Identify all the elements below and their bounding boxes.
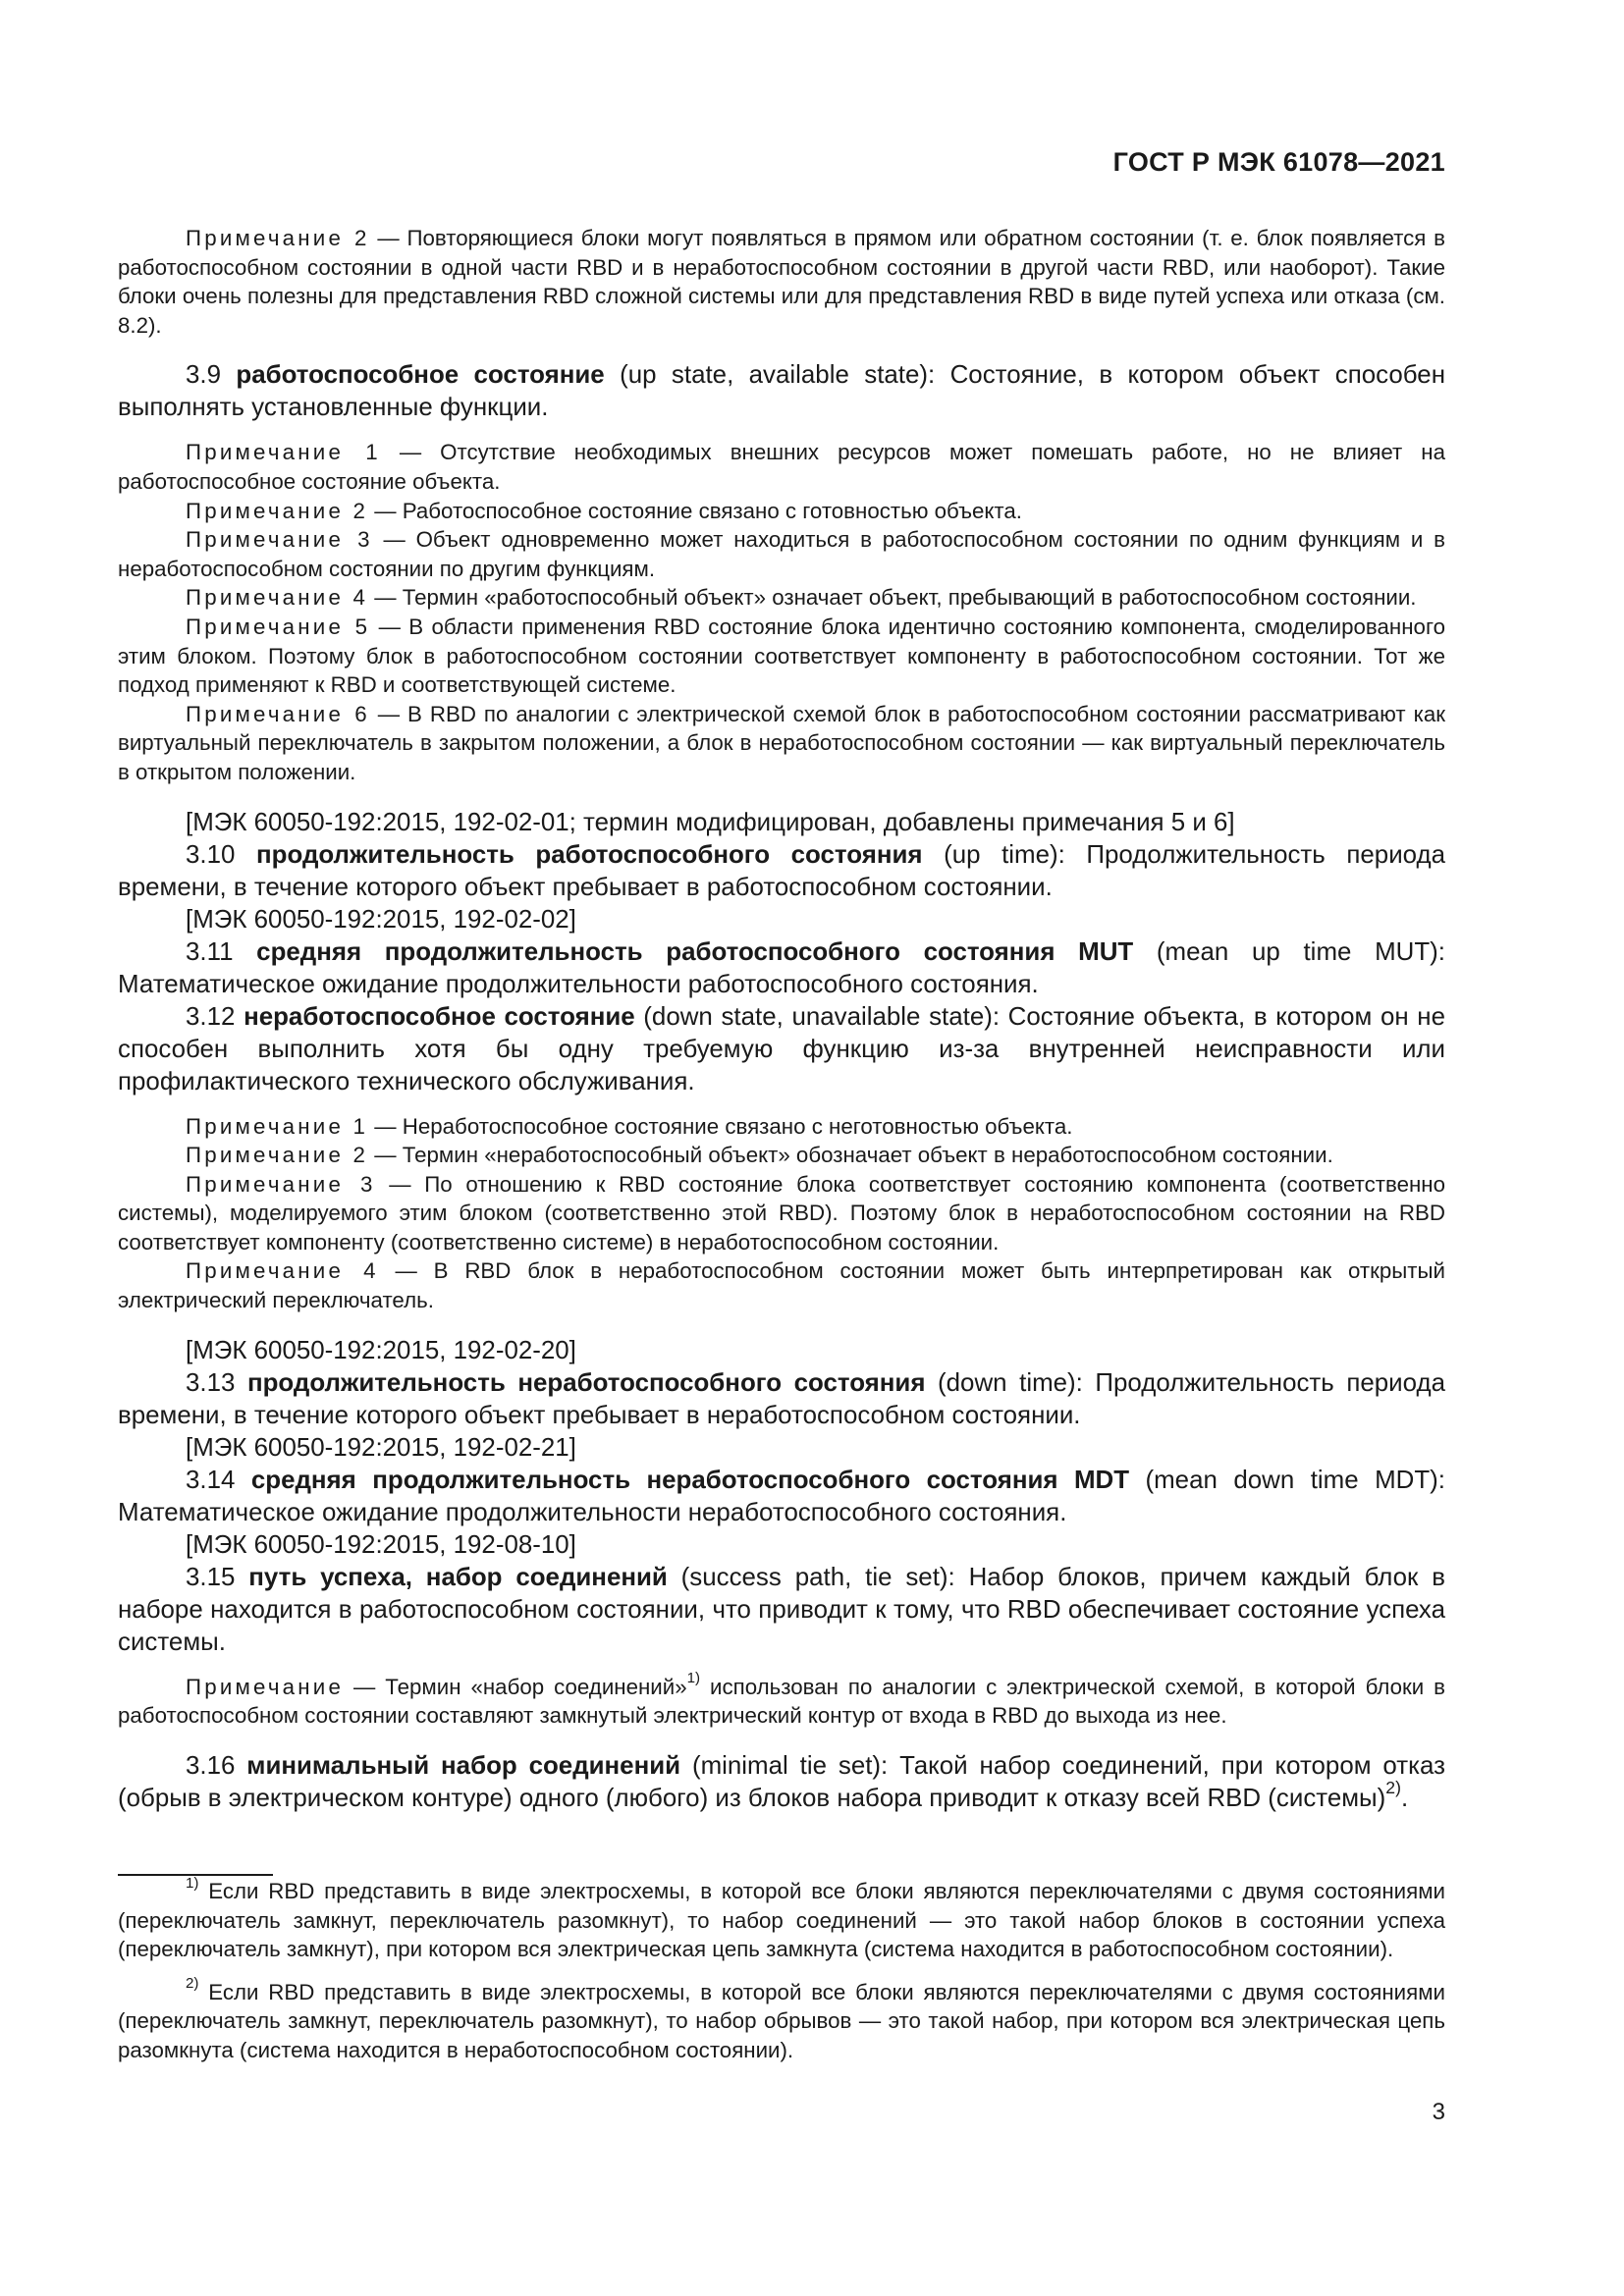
footnote-mark: 1) [186, 1874, 199, 1892]
source-reference: [МЭК 60050-192:2015, 192-02-01; термин модифицирован, добавлены примечания 5 и 6] [186, 808, 1235, 836]
note-text: — Термин «неработоспособный объект» обозначает объект в неработоспособном состоянии. [368, 1143, 1333, 1168]
term-title: работоспособное состояние [236, 361, 605, 390]
footnote-ref-2[interactable]: 2) [1385, 1777, 1401, 1797]
term-title: продолжительность работоспособного состояния [256, 840, 923, 869]
source-reference: [МЭК 60050-192:2015, 192-08-10] [186, 1530, 576, 1559]
note [118, 583, 1445, 613]
note-label: Примечание 6 [186, 701, 370, 726]
footnotes [118, 1874, 1445, 2065]
term-definition: (down state, unavailable state): Состояние объекта, в котором он не способен выполнить хотя бы одну требуемую функцию из-за внутренней неисправности или профилактического технического обслуживания. [118, 1002, 1445, 1095]
term-definition-end: . [1400, 1784, 1409, 1812]
note [118, 1256, 1445, 1314]
note [118, 1141, 1445, 1170]
note [118, 613, 1445, 700]
footnote-2 [118, 1975, 1445, 2065]
term-title: продолжительность неработоспособного состояния [246, 1368, 926, 1397]
term-definition: (minimal tie set): Такой набор соединений, при котором отказ (обрыв в электрическом контуре) одного (любого) из блоков набора приводит к отказу всей RBD (системы) [118, 1751, 1445, 1812]
term-number: 3.13 [186, 1368, 236, 1397]
note-label: Примечание 3 [186, 527, 373, 553]
note-text: — Неработоспособное состояние связано с неготовностью объекта. [368, 1113, 1073, 1139]
footnote-mark: 2) [186, 1975, 199, 1993]
note [118, 1112, 1445, 1142]
note-text: — Термин «работоспособный объект» означает объект, пребывающий в работоспособном состоянии. [368, 585, 1417, 611]
term-title: минимальный набор соединений [246, 1751, 681, 1780]
term-3-16 [118, 1750, 1445, 1815]
term-3-10 [118, 839, 1445, 904]
term-number: 3.15 [186, 1563, 236, 1591]
term-3-13 [118, 1367, 1445, 1432]
notes-3-12 [118, 1112, 1445, 1315]
note-label: Примечание [186, 1674, 345, 1699]
note-label: Примечание 2 [186, 226, 370, 250]
note-label: Примечание 1 [186, 1113, 369, 1139]
note-text: — Термин «набор соединений» [344, 1674, 687, 1699]
notes-3-9 [118, 438, 1445, 786]
note [118, 700, 1445, 787]
note-label: Примечание 2 [186, 1143, 369, 1168]
term-definition: (success path, tie set): Набор блоков, причем каждый блок в наборе находится в работоспособном состоянии, что приводит к тому, что RBD обеспечивает состояние успеха системы. [118, 1563, 1445, 1656]
footnote-ref-1[interactable]: 1) [686, 1670, 701, 1687]
note-tie-set [118, 1670, 1446, 1731]
standard-header: ГОСТ Р МЭК 61078—2021 [1112, 147, 1445, 177]
note-text: — Повторяющиеся блоки могут появляться в прямом или обратном состоянии (т. е. блок появляется в работоспособном состоянии в одной части RBD и в неработоспособном состоянии в другой части RBD, или наоборот). Такие блоки очень полезны для представления RBD сложной системы или для представления RBD в виде путей успеха или отказа (см. 8.2). [118, 226, 1445, 338]
footnote-text: Если RBD представить в виде электросхемы, в которой все блоки являются переключателями с двумя состояниями (переключатель замкнут, переключатель разомкнут), то набор соединений — это такой набор блоков в состоянии успеха (переключатель замкнут), при котором вся электрическая цепь замкнута (система находится в работоспособном состоянии). [118, 1879, 1445, 1962]
note-text: — По отношению к RBD состояние блока соответствует состоянию компонента (соответственно системы), моделируемого этим блоком (соответственно этой RBD). Поэтому блок в неработоспособном состоянии на RBD соответствует компоненту (соответственно системе) в неработоспособном состоянии. [118, 1171, 1446, 1255]
note-repeated-blocks [118, 224, 1445, 340]
note-text: — Объект одновременно может находиться в работоспособном состоянии по одним функциям и в неработоспособном состоянии по другим функциям. [118, 527, 1445, 581]
term-3-11 [118, 936, 1445, 1001]
footnote-1 [118, 1874, 1445, 1964]
term-number: 3.10 [186, 840, 236, 869]
page-number: 3 [1432, 2099, 1445, 2125]
note-label: Примечание 3 [186, 1171, 376, 1197]
note-text: — Отсутствие необходимых внешних ресурсов может помешать работе, но не влияет на работоспособное состояние объекта. [118, 440, 1445, 494]
source-reference: [МЭК 60050-192:2015, 192-02-02] [186, 905, 576, 934]
note-label: Примечание 4 [186, 1258, 379, 1284]
term-title: неработоспособное состояние [244, 1002, 635, 1031]
note-text: — Работоспособное состояние связано с готовностью объекта. [368, 498, 1022, 523]
term-definition: (mean up time MUT): Математическое ожидание продолжительности работоспособного состояния. [118, 937, 1445, 998]
term-number: 3.9 [186, 361, 221, 390]
note-text: — В области применения RBD состояние блока идентично состоянию компонента, смоделированного этим блоком. Поэтому блок в работоспособном состоянии соответствует компоненту в работоспособном состоянии. Тот же подход применяют к RBD и соответствующей системе. [118, 614, 1445, 698]
term-title: путь успеха, набор соединений [248, 1563, 668, 1591]
term-definition: (mean down time MDT): Математическое ожидание продолжительности неработоспособного состояния. [118, 1466, 1445, 1526]
term-3-14 [118, 1465, 1445, 1529]
term-3-12 [118, 1001, 1445, 1098]
note-text: — В RBD по аналогии с электрической схемой блок в работоспособном состоянии рассматривают как виртуальный переключатель в закрытом положении, а блок в неработоспособном состоянии — как виртуальный переключатель в открытом положении. [118, 701, 1445, 784]
term-definition: (down time): Продолжительность периода времени, в течение которого объект пребывает в неработоспособном состоянии. [118, 1368, 1445, 1429]
note-label: Примечание 5 [186, 614, 371, 639]
source-reference: [МЭК 60050-192:2015, 192-02-20] [186, 1336, 576, 1364]
note-label: Примечание 2 [186, 498, 369, 523]
source-reference: [МЭК 60050-192:2015, 192-02-21] [186, 1433, 576, 1462]
term-definition: (up state, available state): Состояние, в котором объект способен выполнять установленные функции. [118, 361, 1445, 422]
footnote-text: Если RBD представить в виде электросхемы, в которой все блоки являются переключателями с двумя состояниями (переключатель замкнут, переключатель разомкнут), то набор обрывов — это такой набор, при котором вся электрическая цепь разомкнута (система находится в неработоспособном состоянии). [118, 1979, 1445, 2062]
note-text-cont: использован по аналогии с электрической схемой, в которой блоки в работоспособном состоянии составляют замкнутый электрический контур от входа в RBD до выхода из нее. [118, 1674, 1446, 1729]
note-label: Примечание 1 [186, 440, 381, 465]
term-number: 3.16 [186, 1751, 236, 1780]
term-title: средняя продолжительность неработоспособного состояния MDT [250, 1466, 1130, 1494]
note [118, 497, 1445, 526]
term-number: 3.12 [186, 1002, 236, 1031]
term-3-15 [118, 1562, 1445, 1659]
note-label: Примечание 4 [186, 585, 369, 611]
term-number: 3.11 [186, 937, 234, 966]
term-definition: (up time): Продолжительность периода времени, в течение которого объект пребывает в работоспособном состоянии. [118, 840, 1445, 901]
document-body [118, 224, 1445, 1815]
term-title: средняя продолжительность работоспособного состояния MUT [256, 937, 1134, 966]
term-3-9 [118, 359, 1445, 424]
note [118, 525, 1445, 583]
term-number: 3.14 [186, 1466, 236, 1494]
note-text: — В RBD блок в неработоспособном состоянии может быть интерпретирован как открытый электрический переключатель. [118, 1258, 1445, 1313]
note [118, 1170, 1445, 1257]
note [118, 438, 1445, 496]
